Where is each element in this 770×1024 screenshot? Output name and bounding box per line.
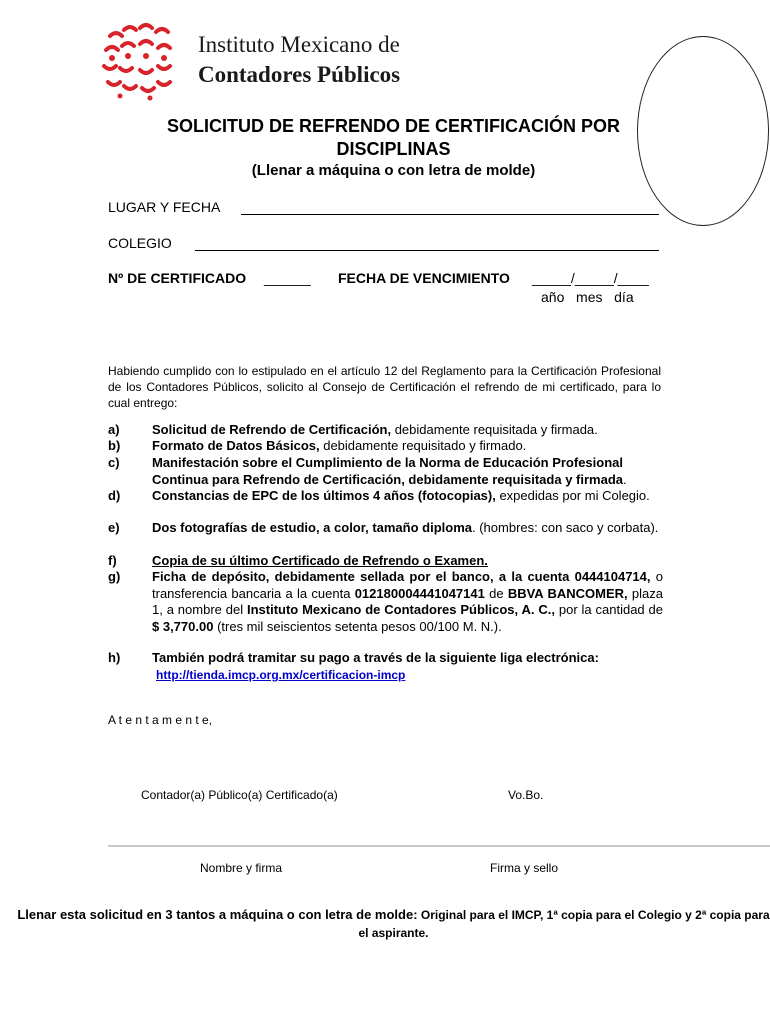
colegio-line[interactable] — [195, 250, 659, 251]
page-title: SOLICITUD DE REFRENDO DE CERTIFICACIÓN POR — [166, 116, 620, 136]
logo-line2: Contadores Públicos — [198, 62, 401, 87]
certificado-blank[interactable]: ______ — [264, 270, 311, 286]
list-item-h: h) También podrá tramitar su pago a través de la siguiente liga electrónica: — [108, 650, 599, 665]
list-item-g: g) Ficha de depósito, debidamente sellada por el banco, a la cuenta 0444104714, o transferencia bancaria a la cuenta 012180004441047141 de BBVA BANCOMER, plaza 1, a nombre del Instituto Mexicano de Contadores Públicos, A. C., por la cantidad de $ 3,770.00 (tres mil seiscientos setenta pesos 00/100 M. N.). — [108, 569, 663, 634]
lugar-fecha-line[interactable] — [241, 214, 659, 215]
page-subtitle: (Llenar a máquina o con letra de molde) — [251, 162, 536, 179]
imcp-emblem-icon — [100, 22, 180, 102]
list-item-d: d) Constancias de EPC de los últimos 4 años (fotocopias), expedidas por mi Colegio. — [108, 488, 650, 503]
list-item-f: f) Copia de su último Certificado de Refrendo o Examen. — [108, 553, 488, 568]
list-item-b: b) Formato de Datos Básicos, debidamente requisitado y firmado. — [108, 438, 527, 453]
date-labels: año mes día — [541, 289, 634, 305]
signature-divider — [108, 845, 770, 847]
contador-label: Contador(a) Público(a) Certificado(a) — [141, 788, 338, 802]
atentamente: A t e n t a m e n t e, — [108, 713, 213, 727]
logo-line1: Instituto Mexicano de — [198, 32, 400, 57]
firma-sello-label: Firma y sello — [490, 861, 559, 875]
payment-link[interactable]: http://tienda.imcp.org.mx/certificacion-imcp — [156, 668, 406, 682]
vencimiento-blank[interactable]: _____/_____/____ — [532, 270, 649, 286]
imcp-logo — [100, 22, 435, 102]
certificado-label: Nº DE CERTIFICADO — [108, 270, 247, 286]
colegio-label: COLEGIO — [108, 235, 172, 251]
footer-note: Llenar esta solicitud en 3 tantos a máquina o con letra de molde: Original para el IMCP, 1ª copia para el Colegio y 2ª copia para el aspirante. — [17, 907, 770, 940]
list-item-e: e) Dos fotografías de estudio, a color, tamaño diploma. (hombres: con saco y corbata). — [108, 520, 659, 535]
vobo-label: Vo.Bo. — [508, 788, 544, 802]
intro-paragraph: Habiendo cumplido con lo estipulado en el artículo 12 del Reglamento para la Certificación Profesional de los Contadores Públicos, solicito al Consejo de Certificación el refrendo de mi certificado, para lo cual entrego: — [108, 364, 661, 410]
lugar-fecha-label: LUGAR Y FECHA — [108, 199, 221, 215]
page-title-line2: DISCIPLINAS — [336, 139, 451, 159]
nombre-firma-label: Nombre y firma — [200, 861, 283, 875]
list-item-c: c) Manifestación sobre el Cumplimiento de la Norma de Educación Profesional Continua para Refrendo de Certificación, debidamente requisitada y firmada. — [108, 455, 627, 487]
vencimiento-label: FECHA DE VENCIMIENTO — [338, 270, 510, 286]
list-item-a: a) Solicitud de Refrendo de Certificación, debidamente requisitada y firmada. — [108, 422, 598, 437]
